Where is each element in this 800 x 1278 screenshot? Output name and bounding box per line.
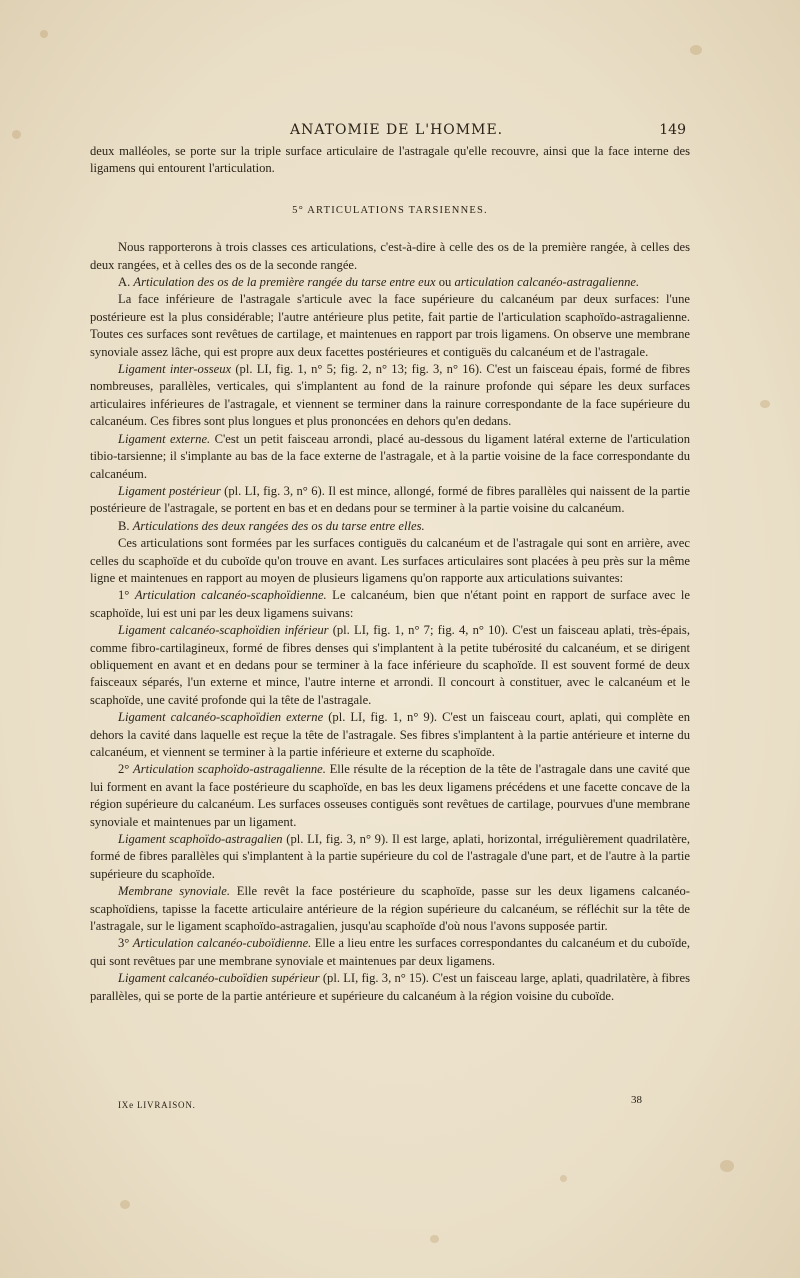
paragraph: [90, 883, 690, 935]
figure-reference: (pl. LI, fig. 1, n° 9).: [323, 710, 438, 725]
subsection-title: Articulation calcanéo-cuboïdienne.: [132, 936, 312, 951]
paragraph-text: Elle a lieu entre les surfaces correspondantes du calcanéum et du cuboïde, qui sont revêtues par une membrane synoviale et maintenues par deux ligamens.: [90, 936, 690, 968]
paragraph-text: ou: [435, 275, 455, 290]
foxing-spot: [690, 45, 702, 55]
paragraph: deux malléoles, se porte sur la triple surface articulaire de l'astragale qu'elle recouvre, ainsi que la face interne des ligamens qui entourent l'articulation.: [90, 144, 690, 176]
figure-reference: (pl. LI, fig. 3, n° 9).: [282, 832, 389, 847]
paragraph: [90, 587, 690, 622]
term: Membrane synoviale.: [118, 884, 231, 899]
page-number: 149: [659, 122, 686, 138]
paragraph-text: Elle revêt la face postérieure du scaphoïde, passe sur les deux ligamens calcanéo-scaphoïdiens, tapisse la facette articulaire antérieure de la région supérieure du calcanéum, se réfléchit sur la tête de l'astragale, sur le ligament scaphoïdo-astragalien, jusqu'au scaphoïde d'où nous l'avons supposée partir.: [90, 884, 690, 934]
term: Ligament scaphoïdo-astragalien: [118, 832, 283, 847]
term: Ligament externe.: [118, 431, 211, 446]
subsection-title: Articulation des os de la première rangée du tarse entre eux: [133, 275, 436, 290]
subsection-title: Articulation scaphoïdo-astragalienne.: [133, 762, 326, 777]
foxing-spot: [760, 400, 770, 408]
figure-reference: (pl. LI, fig. 3, n° 6).: [220, 483, 325, 498]
paragraph-text: C'est un faisceau épais, formé de fibres nombreuses, parallèles, verticales, qui s'implantent au fond de la rainure profonde qui sépare les deux surfaces articulaires inférieures de l'astragale, et viennent se terminer dans la rainure correspondante de la face supérieure du calcanéum. Ces fibres sont plus longues et plus prononcées en dehors qu'en dedans.: [90, 362, 691, 429]
term: Ligament calcanéo-scaphoïdien externe: [118, 710, 324, 725]
paragraph-label: 2°: [118, 762, 134, 777]
foxing-spot: [560, 1175, 567, 1182]
paragraph: [90, 274, 690, 291]
page-footer: [90, 1094, 690, 1120]
figure-reference: (pl. LI, fig. 3, n° 15).: [319, 971, 429, 986]
paragraph: Ces articulations sont formées par les surfaces contiguës du calcanéum et de l'astragale qui sont en arrière, avec celles du scaphoïde et du cuboïde qu'on trouve en avant. Les surfaces articulaires sont placées à peu près sur la même ligne et maintenues en rapport au moyen de plusieurs ligamens qu'on rapporte aux articulations suivantes:: [90, 536, 690, 585]
paragraph: [90, 431, 690, 483]
body-text: [90, 143, 690, 1005]
paragraph: [90, 518, 690, 535]
paragraph: Nous rapporterons à trois classes ces articulations, c'est-à-dire à celle des os de la première rangée, à celles des deux rangées, et à celles des os de la seconde rangée.: [90, 240, 690, 272]
paragraph: La face inférieure de l'astragale s'articule avec la face supérieure du calcanéum par deux surfaces: l'une postérieure est la plus considérable; l'autre antérieure plus petite, fait partie de l'articulation scaphoïdo-astragalienne. Toutes ces surfaces sont revêtues de cartilage, et maintenues en rapport par trois ligamens. On observe une membrane synoviale assez lâche, qui est propre aux deux facettes postérieures et contiguës du calcanéum et de l'astragale.: [90, 292, 690, 359]
term: Ligament calcanéo-cuboïdien supérieur: [118, 971, 320, 986]
paragraph-label: A.: [118, 275, 134, 290]
section-heading: 5° ARTICULATIONS TARSIENNES.: [292, 204, 488, 216]
paragraph-text: Elle résulte de la réception de la tête de l'astragale dans une cavité que lui forment en avant la face postérieure du scaphoïde, en bas les deux ligamens précédens et une facette concave de la région supérieure du calcanéum. Les surfaces osseuses contiguës sont revêtues de cartilage, pourvues d'une membrane synoviale et maintenues par un ligament.: [90, 762, 691, 829]
subsection-title: Articulation calcanéo-scaphoïdienne.: [134, 588, 327, 603]
term: Ligament calcanéo-scaphoïdien inférieur: [118, 623, 329, 638]
figure-reference: (pl. LI, fig. 1, n° 7; fig. 4, n° 10).: [328, 623, 509, 638]
foxing-spot: [720, 1160, 734, 1172]
paragraph-text: Il est large, aplati, horizontal, irrégulièrement quadrilatère, formé de fibres parallèles qui s'implantent à la partie supérieure du col de l'astragale d'une part, et de l'autre à la partie supérieure du scaphoïde.: [90, 832, 690, 881]
term: Ligament postérieur: [118, 483, 221, 498]
paragraph-text: C'est un faisceau aplati, très-épais, comme fibro-cartilagineux, formé de fibres denses qui s'implantent à la petite tubérosité du calcanéum, et se dirigent obliquement en avant et en dedans pour se terminer à la face inférieure du scaphoïde. Il est souvent formé de deux faisceaux séparés, l'un externe et mince, l'autre interne et arrondi. Il concourt à constituer, avec le calcanéum et le scaphoïde, une cavité profonde qui la tête de l'astragale.: [90, 623, 690, 707]
running-title: ANATOMIE DE L'HOMME.: [290, 122, 504, 138]
foxing-spot: [120, 1200, 130, 1209]
paragraph: [90, 831, 690, 883]
subsection-title: articulation calcanéo-astragalienne.: [454, 275, 640, 290]
paragraph-label: 3°: [118, 936, 133, 951]
paragraph-text: C'est un faisceau court, aplati, qui complète en dehors la cavité dans laquelle est reçue la tête de l'astragale. Ses fibres s'implantent à la partie antérieure et interne du calcanéum, et viennent se terminer à la partie inférieure et externe du scaphoïde.: [90, 710, 690, 759]
subsection-title: Articulations des deux rangées des os du tarse entre elles.: [132, 518, 425, 533]
paragraph-text: Le calcanéum, bien que n'étant point en rapport de surface avec le scaphoïde, lui est uni par les deux ligamens suivans:: [90, 588, 691, 620]
foxing-spot: [12, 130, 21, 139]
paragraph: [90, 622, 690, 709]
paragraph: [90, 761, 690, 831]
paragraph-label: B.: [118, 518, 133, 533]
paragraph-text: C'est un petit faisceau arrondi, placé au-dessous du ligament latéral externe de l'articulation tibio-tarsienne; il s'implante au bas de la face externe de l'astragale, et à la partie voisine de la face correspondante du calcanéum.: [90, 431, 690, 481]
paragraph-text: C'est un faisceau large, aplati, quadrilatère, à fibres parallèles, qui se porte de la partie antérieure et supérieure du calcanéum à la région voisine du cuboïde.: [90, 971, 690, 1003]
livraison-signature: IXe LIVRAISON.: [118, 1100, 196, 1110]
figure-reference: (pl. LI, fig. 1, n° 5; fig. 2, n° 13; fig. 3, n° 16).: [231, 362, 483, 377]
paragraph: [90, 361, 690, 431]
page-header: [90, 122, 690, 144]
term: Ligament inter-osseux: [118, 362, 232, 377]
paragraph: [90, 709, 690, 761]
sheet-number: 38: [631, 1094, 642, 1106]
foxing-spot: [40, 30, 48, 38]
paragraph-text: Il est mince, allongé, formé de fibres parallèles qui naissent de la partie postérieure de l'astragale, se portent en bas et en dedans pour se terminer à la partie voisine du calcanéum.: [90, 483, 691, 516]
paragraph: [90, 935, 690, 970]
foxing-spot: [430, 1235, 439, 1243]
paragraph: [90, 970, 690, 1005]
paragraph-label: 1°: [118, 588, 135, 603]
paragraph: [90, 483, 690, 518]
